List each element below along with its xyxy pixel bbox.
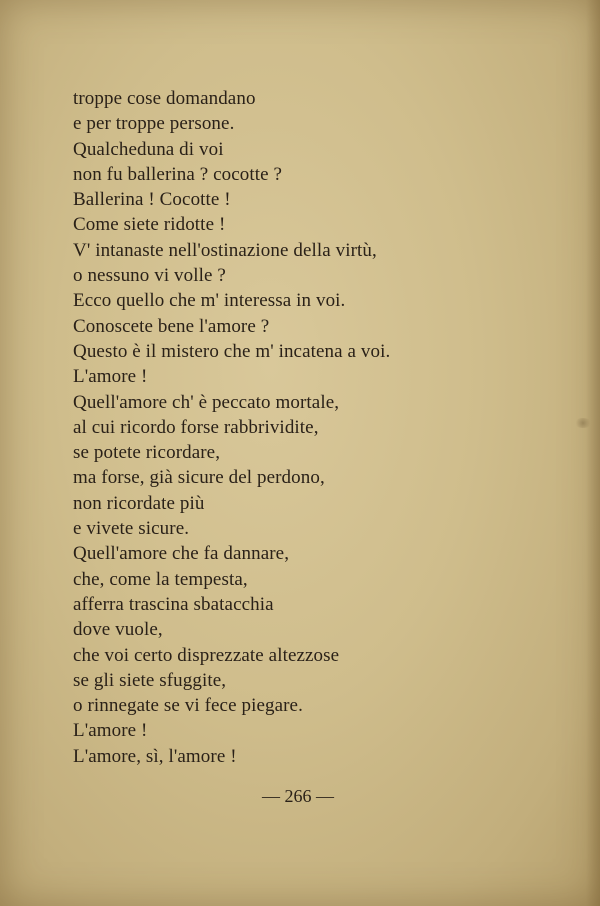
poem-line: e vivete sicure. — [73, 518, 190, 540]
poem-line: che, come la tempesta, — [73, 568, 248, 590]
poem-line: troppe cose domandano — [73, 88, 256, 109]
poem-line: Come siete ridotte ! — [73, 214, 226, 236]
poem-line: se gli siete sfuggite, — [73, 669, 227, 691]
poem-line: Qualcheduna di voi — [73, 138, 224, 160]
poem-line: Quell'amore che fa dannare, — [73, 543, 290, 565]
poem-line: se potete ricordare, — [73, 442, 221, 464]
poem-line: L'amore ! — [73, 366, 148, 388]
poem-line: o rinnegate se vi fece piegare. — [73, 695, 303, 717]
poem-line: dove vuole, — [73, 619, 163, 641]
poem-line: al cui ricordo forse rabbrividite, — [73, 416, 319, 438]
poem-line: V' intanaste nell'ostinazione della virtù, — [73, 239, 377, 261]
poem-line: afferra trascina sbatacchia — [73, 593, 274, 615]
poem-line: Conoscete bene l'amore ? — [73, 315, 270, 337]
poem-line: non ricordate più — [73, 492, 205, 514]
poem-line: e per troppe persone. — [73, 113, 235, 135]
poem-line: Quell'amore ch' è peccato mortale, — [73, 391, 340, 413]
poem-line: che voi certo disprezzate altezzose — [73, 644, 340, 666]
poem-line: Ballerina ! Cocotte ! — [73, 189, 231, 211]
poem-line: L'amore, sì, l'amore ! — [73, 745, 237, 767]
poem-line: Questo è il mistero che m' incatena a voi. — [73, 340, 391, 362]
paper-stain — [574, 418, 592, 428]
poem-line: ma forse, già sicure del perdono, — [73, 467, 325, 489]
poem-line: Ecco quello che m' interessa in voi. — [73, 290, 346, 312]
page-number: — 266 — — [262, 786, 334, 806]
poem-line: o nessuno vi volle ? — [73, 265, 226, 287]
poem-line: non fu ballerina ? cocotte ? — [73, 163, 283, 185]
poem-line: L'amore ! — [73, 720, 148, 742]
poem-text — [73, 86, 390, 769]
